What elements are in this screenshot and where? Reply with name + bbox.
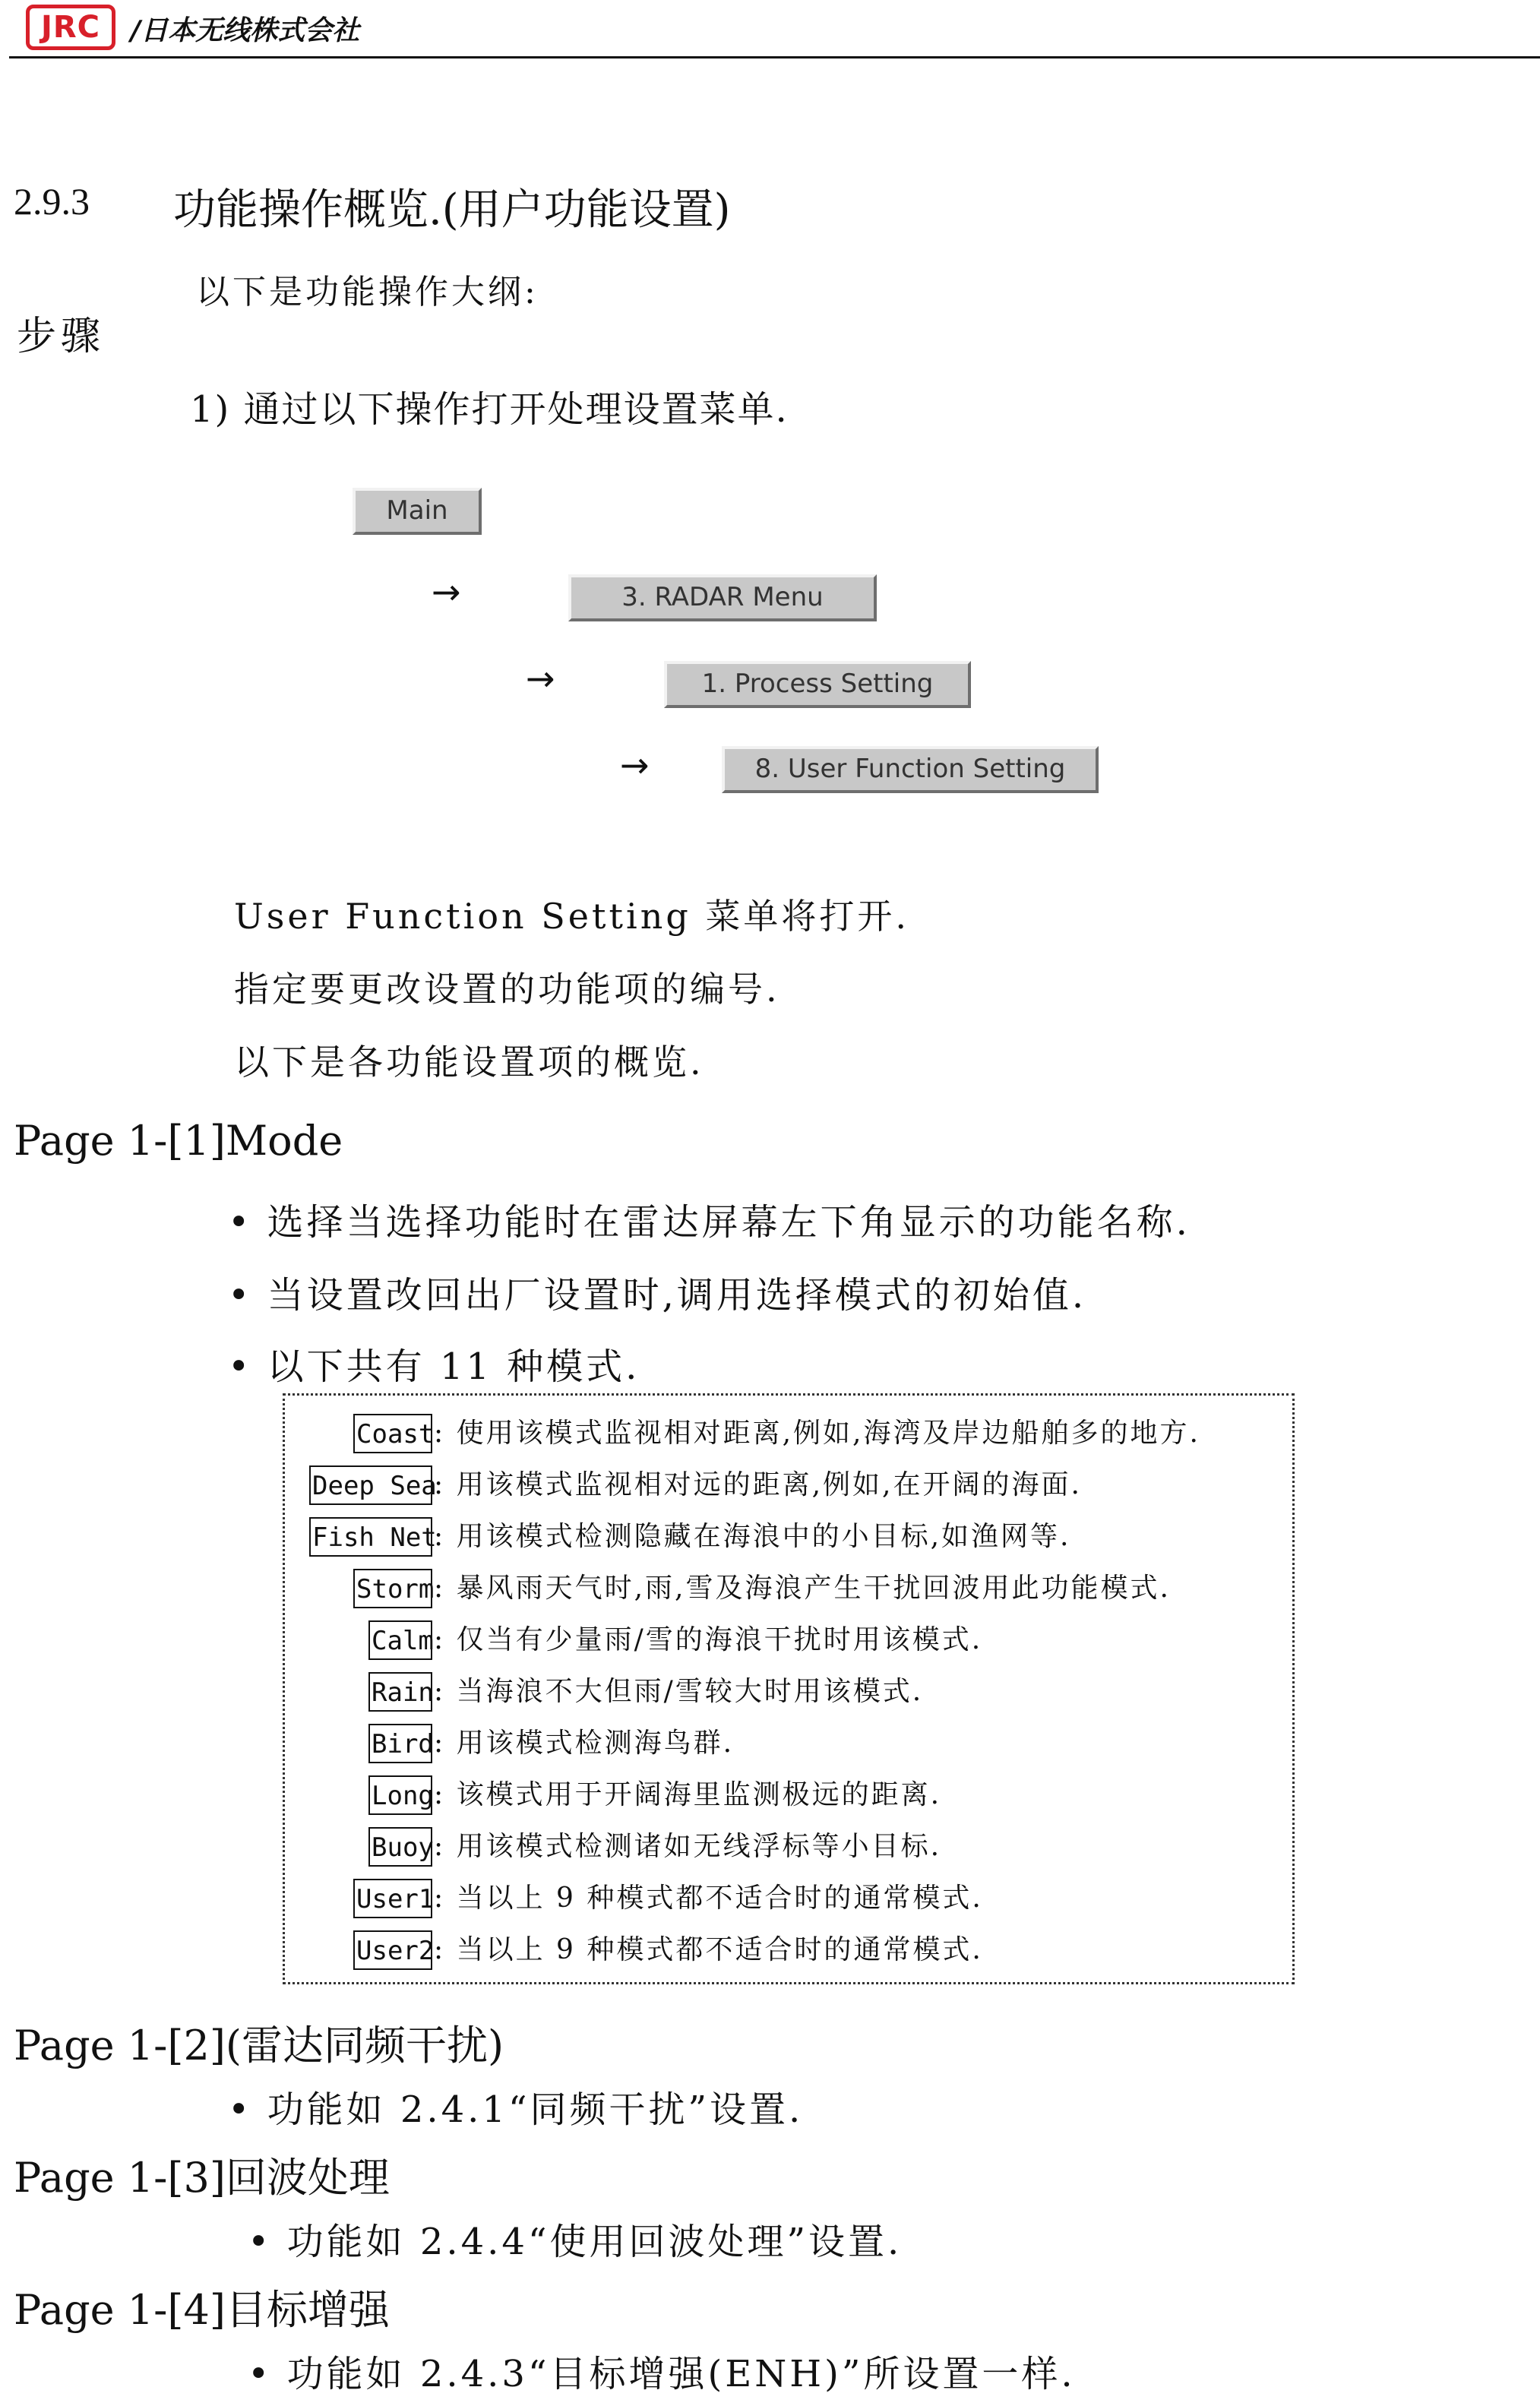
mode-name: Fish Net — [309, 1517, 432, 1557]
mode-row — [285, 1465, 1288, 1508]
mode-row — [285, 1414, 1288, 1456]
page1-3-heading: Page 1-[3]回波处理 — [14, 2154, 390, 2202]
mode-name: Bird — [368, 1724, 432, 1763]
mode-name: User2 — [353, 1930, 432, 1970]
section-title: 功能操作概览.(用户功能设置) — [173, 185, 731, 235]
arrow-right-icon: → — [526, 658, 555, 699]
main-menu-button[interactable]: Main — [353, 488, 482, 535]
mode-description: : 用该模式检测隐藏在海浪中的小目标,如渔网等. — [434, 1521, 1071, 1552]
mode-description: : 仅当有少量雨/雪的海浪干扰时用该模式. — [434, 1624, 983, 1655]
mode-row — [285, 1827, 1288, 1870]
mode-row — [285, 1724, 1288, 1766]
arrow-right-icon: → — [620, 745, 650, 786]
mode-row — [285, 1517, 1288, 1560]
page1-2-heading: Page 1-[2](雷达同频干扰) — [14, 2022, 504, 2069]
mode-name: Storm — [353, 1569, 432, 1608]
mode-name: Deep Sea — [309, 1465, 432, 1505]
page1-3-bullet: • 功能如 2.4.4“使用回波处理”设置. — [248, 2221, 903, 2263]
step-1-text: 1) 通过以下操作打开处理设置菜单. — [190, 388, 789, 431]
mode-bullet-2: • 当设置改回出厂设置时,调用选择模式的初始值. — [228, 1274, 1087, 1317]
mode-name: Long — [368, 1775, 432, 1815]
mode-name: Calm — [368, 1620, 432, 1660]
steps-label: 步骤 — [17, 314, 106, 359]
menu-open-note: User Function Setting 菜单将打开. — [234, 896, 910, 937]
mode-row — [285, 1620, 1288, 1663]
overview-note: 以下是各功能设置项的概览. — [234, 1042, 704, 1083]
mode-name: Rain — [368, 1672, 432, 1712]
page1-4-heading: Page 1-[4]目标增强 — [14, 2286, 390, 2334]
mode-description: : 暴风雨天气时,雨,雪及海浪产生干扰回波用此功能模式. — [434, 1573, 1171, 1604]
mode-name: Buoy — [368, 1827, 432, 1867]
mode-description: : 使用该模式监视相对距离,例如,海湾及岸边船舶多的地方. — [434, 1418, 1200, 1449]
page1-2-bullet: • 功能如 2.4.1“同频干扰”设置. — [228, 2088, 804, 2131]
mode-description: : 当以上 9 种模式都不适合时的通常模式. — [434, 1934, 983, 1965]
specify-item-note: 指定要更改设置的功能项的编号. — [234, 969, 780, 1010]
section-number: 2.9.3 — [14, 180, 90, 223]
mode-description: : 用该模式检测诸如无线浮标等小目标. — [434, 1831, 942, 1862]
mode-description: : 当海浪不大但雨/雪较大时用该模式. — [434, 1676, 924, 1707]
mode-description: : 用该模式监视相对远的距离,例如,在开阔的海面. — [434, 1469, 1082, 1500]
page1-mode-heading: Page 1-[1]Mode — [14, 1117, 343, 1165]
mode-row — [285, 1879, 1288, 1921]
section-intro: 以下是功能操作大纲: — [196, 273, 539, 311]
mode-name: User1 — [353, 1879, 432, 1918]
mode-description: : 当以上 9 种模式都不适合时的通常模式. — [434, 1883, 983, 1914]
company-name: /日本无线株式会社 — [131, 15, 360, 46]
page-header — [0, 0, 1540, 59]
page1-4-bullet: • 功能如 2.4.3“目标增强(ENH)”所设置一样. — [248, 2353, 1076, 2395]
mode-row — [285, 1930, 1288, 1973]
arrow-right-icon: → — [432, 571, 461, 612]
mode-row — [285, 1775, 1288, 1818]
user-function-setting-button[interactable]: 8. User Function Setting — [722, 746, 1099, 793]
mode-name: Coast — [353, 1414, 432, 1453]
radar-menu-button[interactable]: 3. RADAR Menu — [568, 574, 877, 621]
mode-description: : 用该模式检测海鸟群. — [434, 1728, 735, 1759]
mode-bullet-1: • 选择当选择功能时在雷达屏幕左下角显示的功能名称. — [228, 1201, 1191, 1244]
mode-row — [285, 1569, 1288, 1611]
process-setting-button[interactable]: 1. Process Setting — [664, 661, 971, 708]
mode-description: : 该模式用于开阔海里监测极远的距离. — [434, 1779, 942, 1810]
jrc-logo: JRC — [26, 5, 115, 50]
mode-row — [285, 1672, 1288, 1715]
header-divider — [9, 56, 1540, 58]
mode-bullet-3: • 以下共有 11 种模式. — [228, 1345, 640, 1388]
mode-list-box — [283, 1393, 1295, 1984]
